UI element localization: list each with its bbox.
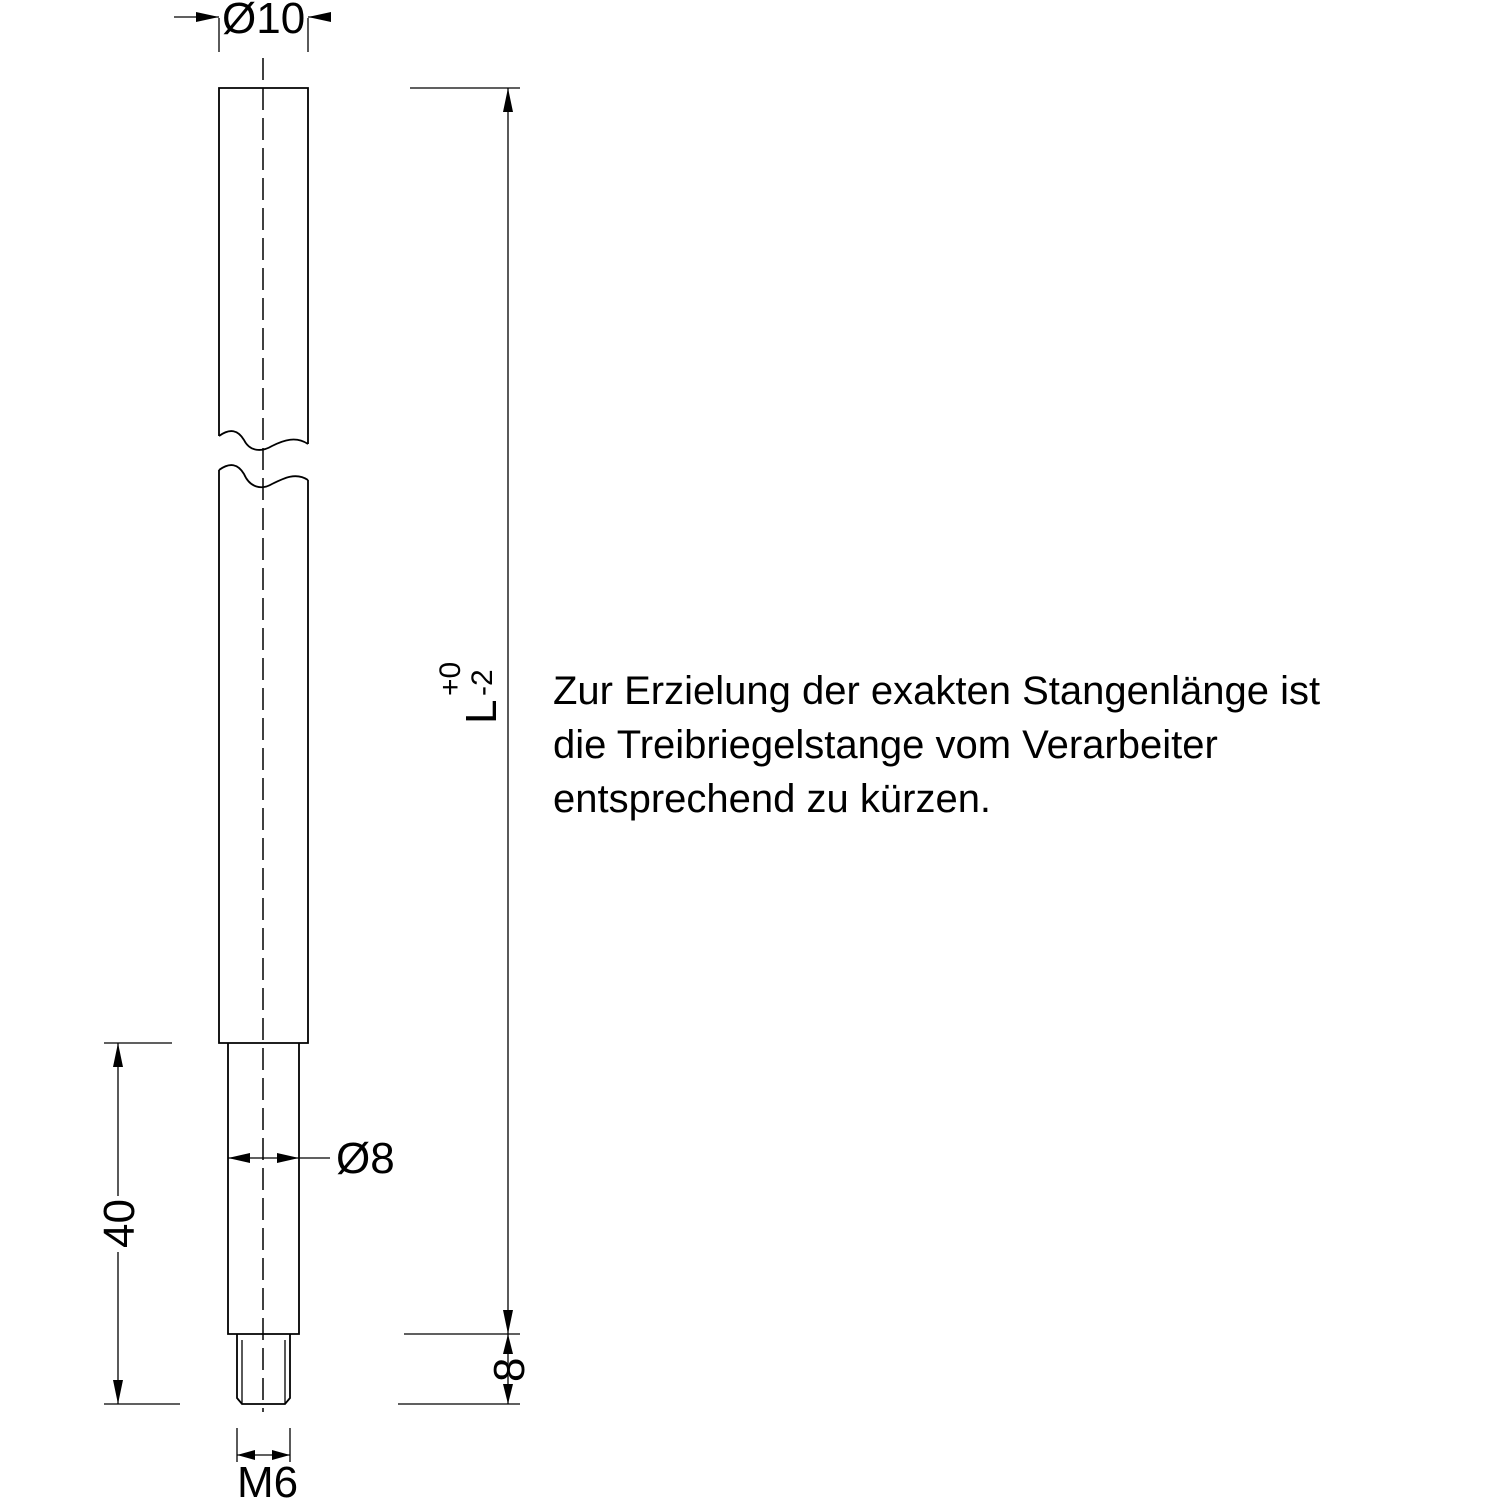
d40-label: 40 bbox=[95, 1199, 144, 1248]
d8-arrow-right bbox=[277, 1153, 299, 1163]
d40-arrow-bottom bbox=[113, 1380, 123, 1404]
l-label: L bbox=[457, 699, 506, 724]
note-line-2: die Treibriegelstange vom Verarbeiter bbox=[553, 723, 1218, 767]
note-line-3: entsprechend zu kürzen. bbox=[553, 777, 992, 821]
thread-length-label: 8 bbox=[485, 1357, 534, 1382]
l-arrow-top bbox=[503, 88, 513, 112]
thread-len-arrow-top bbox=[503, 1334, 513, 1354]
note-line-1: Zur Erzielung der exakten Stangenlänge ist bbox=[553, 669, 1321, 713]
d40-arrow-top bbox=[113, 1043, 123, 1067]
thread-length-label-group bbox=[485, 1358, 534, 1382]
thread-len-arrow-bottom bbox=[503, 1384, 513, 1404]
d10-label: Ø10 bbox=[222, 0, 306, 43]
l-arrow-bottom bbox=[503, 1310, 513, 1334]
l-tol-lower: -2 bbox=[466, 669, 499, 696]
m6-label: M6 bbox=[237, 1458, 299, 1500]
l-tol-upper: +0 bbox=[434, 661, 467, 696]
d8-arrow-left bbox=[228, 1153, 250, 1163]
l-label-group bbox=[434, 662, 506, 724]
shortening-note bbox=[553, 664, 1453, 826]
d10-arrow-right bbox=[308, 12, 331, 22]
d40-label-group bbox=[95, 1199, 144, 1248]
d8-label: Ø8 bbox=[336, 1134, 395, 1183]
d10-arrow-left bbox=[196, 12, 219, 22]
